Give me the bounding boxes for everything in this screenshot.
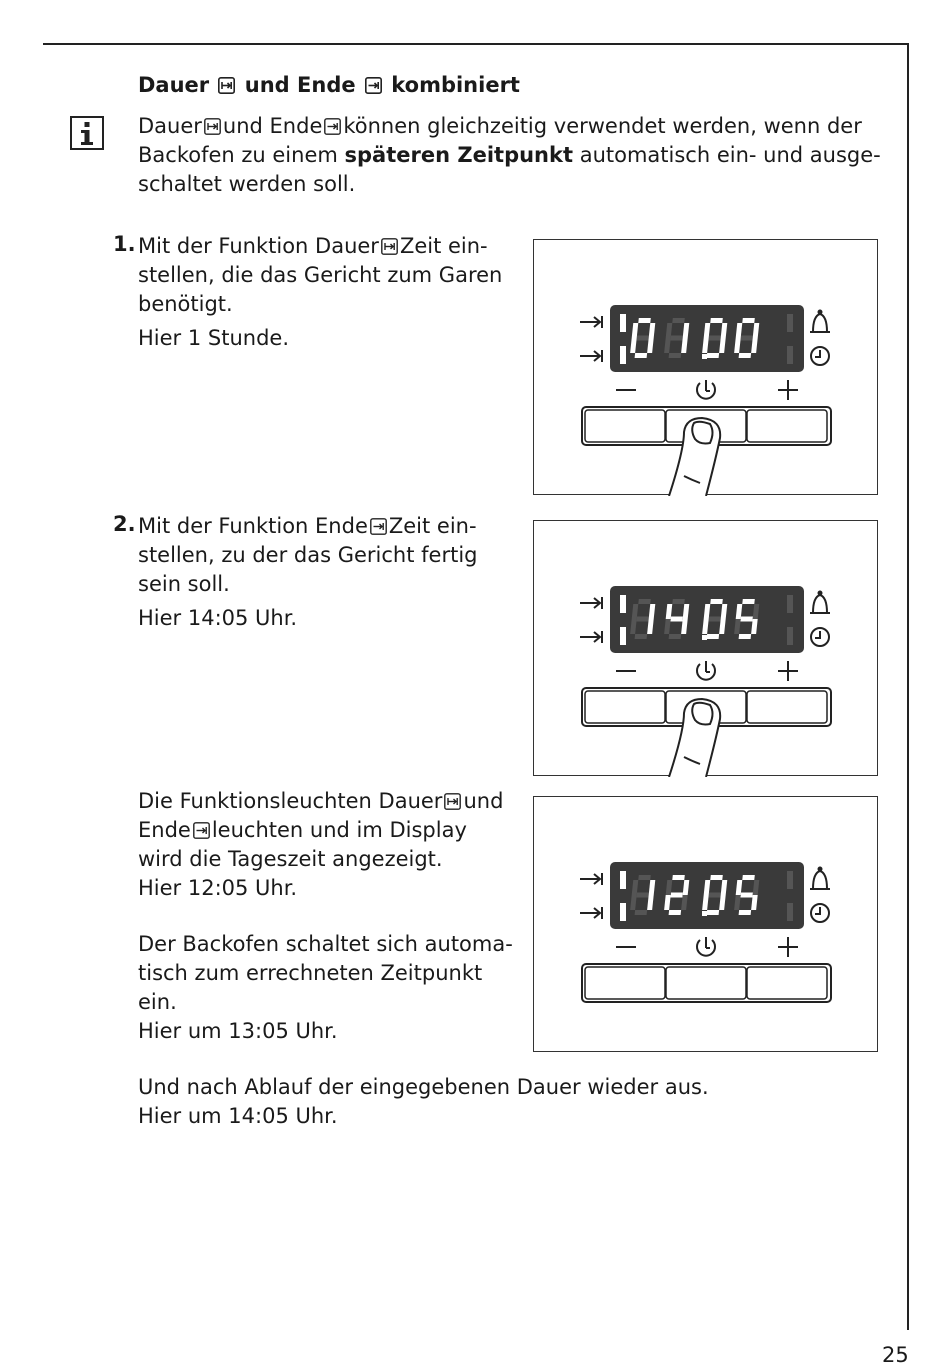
duration-light <box>620 595 626 613</box>
display-segment <box>669 634 682 639</box>
bell-icon <box>810 311 830 333</box>
display-segment <box>638 875 651 880</box>
step-text: Zeit ein- <box>399 234 488 258</box>
info-text: Backofen zu einem <box>138 143 338 167</box>
end-indicator-icon <box>580 350 602 362</box>
right-rule <box>907 43 909 1330</box>
plus-icon <box>778 380 798 400</box>
minus-button[interactable] <box>585 410 665 442</box>
display-segment <box>670 893 683 898</box>
step-note: Hier 1 Stunde. <box>138 326 289 350</box>
step-text: und <box>463 789 504 813</box>
step-text: Die Funktionsleuchten Dauer <box>138 789 443 813</box>
display-segment <box>710 599 723 604</box>
display-segment <box>742 318 755 323</box>
plus-button[interactable] <box>747 967 827 999</box>
display-segment <box>669 910 682 915</box>
display-segment <box>670 336 683 341</box>
heading-dauer: Dauer <box>138 73 210 97</box>
minus-button[interactable] <box>585 967 665 999</box>
clock-icon <box>811 904 829 922</box>
display-dot <box>702 635 707 640</box>
display-segment <box>740 893 753 898</box>
step-text: tisch zum errechneten Zeitpunkt <box>138 961 483 985</box>
step-text: leuchten und im Display <box>211 818 467 842</box>
duration-indicator-icon <box>580 597 602 609</box>
display-segment <box>708 336 721 341</box>
display-segment <box>669 353 682 358</box>
end-indicator-icon <box>580 631 602 643</box>
step-text: stellen, die das Gericht zum Garen <box>138 263 503 287</box>
duration-light <box>620 314 626 332</box>
closing-text <box>138 1073 709 1131</box>
display-segment <box>707 910 720 915</box>
oven-control-panel-3 <box>533 796 878 1052</box>
end-light <box>620 346 626 364</box>
info-text: Dauer <box>138 114 202 138</box>
clock-icon <box>811 628 829 646</box>
step2-text <box>138 512 478 633</box>
step1-text <box>138 232 502 353</box>
display-segment <box>670 617 683 622</box>
top-rule <box>43 43 909 45</box>
plus-button[interactable] <box>747 691 827 723</box>
section-heading <box>138 73 520 97</box>
step4-text <box>138 930 513 1046</box>
heading-und-ende: und Ende <box>244 73 356 97</box>
duration-icon <box>204 118 221 135</box>
display-segment <box>636 336 649 341</box>
plus-button[interactable] <box>747 410 827 442</box>
clock-icon <box>811 347 829 365</box>
bell-icon <box>810 592 830 614</box>
display-segment <box>710 875 723 880</box>
page-number: 25 <box>882 1343 909 1367</box>
display-segment <box>707 634 720 639</box>
clock-light <box>787 346 793 364</box>
oven-control-panel-1 <box>533 239 878 495</box>
display-segment <box>638 318 651 323</box>
display-segment <box>635 634 648 639</box>
clock-light <box>787 903 793 921</box>
display-segment <box>672 318 685 323</box>
clock-light <box>787 627 793 645</box>
display-segment <box>742 599 755 604</box>
info-icon <box>70 116 104 150</box>
display-segment <box>740 617 753 622</box>
display-segment <box>708 893 721 898</box>
step-note: Hier 12:05 Uhr. <box>138 876 298 900</box>
step-text: Ende <box>138 818 191 842</box>
duration-icon <box>444 793 461 810</box>
display-segment <box>710 318 723 323</box>
display-segment <box>636 617 649 622</box>
step3-text <box>138 787 503 903</box>
display-dot <box>702 911 707 916</box>
step-text: Mit der Funktion Dauer <box>138 234 379 258</box>
plus-icon <box>778 661 798 681</box>
timer-button[interactable] <box>666 967 746 999</box>
duration-icon <box>381 238 398 255</box>
display-segment <box>635 910 648 915</box>
bell-icon <box>810 868 830 890</box>
step-text: stellen, zu der das Gericht fertig <box>138 543 478 567</box>
end-icon <box>324 118 341 135</box>
closing-line: Und nach Ablauf der eingegebenen Dauer wieder aus. <box>138 1075 709 1099</box>
alarm-light <box>787 314 793 332</box>
plus-icon <box>778 937 798 957</box>
duration-light <box>620 871 626 889</box>
display-segment <box>708 617 721 622</box>
duration-indicator-icon <box>580 873 602 885</box>
timer-icon <box>697 380 715 399</box>
end-icon <box>365 77 382 94</box>
info-text: und Ende <box>222 114 323 138</box>
display-segment <box>672 875 685 880</box>
end-light <box>620 903 626 921</box>
oven-control-panel-2 <box>533 520 878 776</box>
end-indicator-icon <box>580 907 602 919</box>
step-text: Mit der Funktion Ende <box>138 514 368 538</box>
minus-button[interactable] <box>585 691 665 723</box>
info-paragraph <box>138 112 881 199</box>
info-text: automatisch ein- und ausge- <box>579 143 881 167</box>
info-emphasis: späteren Zeitpunkt <box>344 143 574 167</box>
display-segment <box>638 599 651 604</box>
timer-icon <box>697 937 715 956</box>
end-icon <box>193 822 210 839</box>
info-text: schaltet werden soll. <box>138 172 356 196</box>
display-segment <box>636 893 649 898</box>
step-note: Hier um 13:05 Uhr. <box>138 1019 338 1043</box>
display-segment <box>739 910 752 915</box>
display-segment <box>742 875 755 880</box>
timer-icon <box>697 661 715 680</box>
step-text: wird die Tageszeit angezeigt. <box>138 847 443 871</box>
step-number: 2. <box>113 512 136 536</box>
display-segment <box>672 599 685 604</box>
closing-note: Hier um 14:05 Uhr. <box>138 1104 338 1128</box>
step-note: Hier 14:05 Uhr. <box>138 606 298 630</box>
step-text: benötigt. <box>138 292 233 316</box>
step-text: Der Backofen schaltet sich automa- <box>138 932 513 956</box>
display-segment <box>739 353 752 358</box>
end-light <box>620 627 626 645</box>
duration-icon <box>218 77 235 94</box>
step-text: sein soll. <box>138 572 230 596</box>
end-icon <box>370 518 387 535</box>
display-segment <box>707 353 720 358</box>
step-text: Zeit ein- <box>388 514 477 538</box>
display-segment <box>635 353 648 358</box>
alarm-light <box>787 871 793 889</box>
step-number: 1. <box>113 232 136 256</box>
heading-kombiniert: kombiniert <box>391 73 520 97</box>
display-segment <box>740 336 753 341</box>
display-segment <box>739 634 752 639</box>
info-text: können gleichzeitig verwendet werden, wenn der <box>343 114 862 138</box>
display-dot <box>702 354 707 359</box>
alarm-light <box>787 595 793 613</box>
step-text: ein. <box>138 990 177 1014</box>
duration-indicator-icon <box>580 316 602 328</box>
